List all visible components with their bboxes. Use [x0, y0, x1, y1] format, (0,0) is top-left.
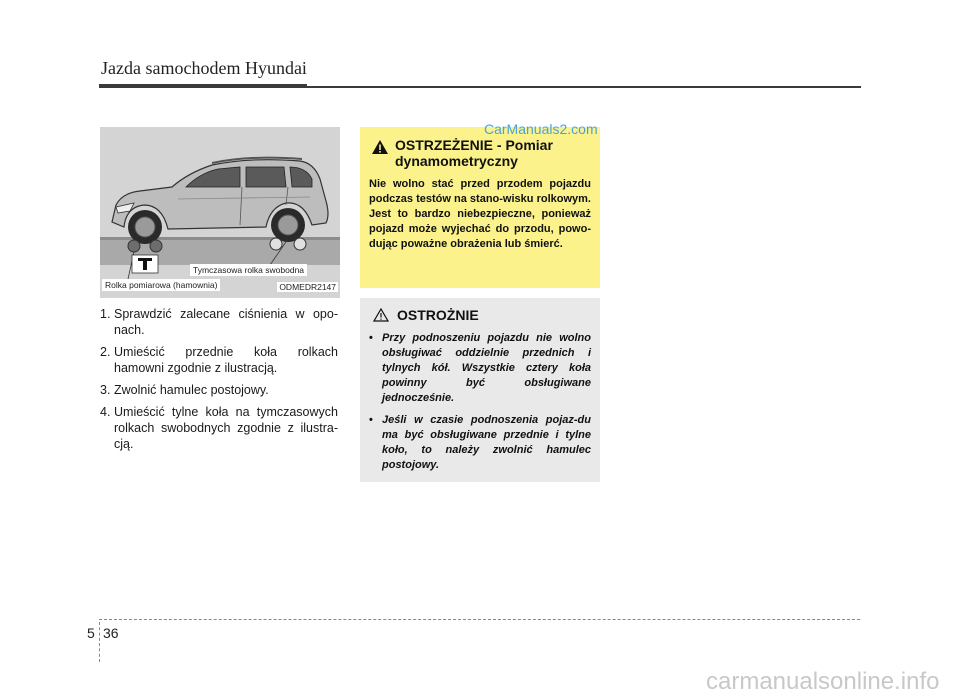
procedure-steps	[100, 306, 338, 458]
footer-vertical-rule	[99, 622, 100, 662]
section-number: 5	[87, 625, 95, 641]
step-4	[100, 404, 338, 452]
step-3	[100, 382, 338, 398]
footer-rule	[99, 619, 860, 620]
caution-box	[360, 298, 600, 482]
warning-body: Nie wolno stać przed przodem pojazdu podczas testów na stano-wisku rolkowym. Jest to bardzo niebezpieczne, ponieważ pojazd może wyjechać do przodu, powo-dując poważne obrażenia lub śmierć.	[369, 178, 591, 250]
step-number: 3.	[100, 383, 111, 397]
caution-item	[369, 331, 591, 406]
caution-header	[369, 307, 591, 323]
caution-list	[369, 331, 591, 473]
bullet: •	[369, 332, 373, 344]
caution-item-text: Przy podnoszeniu pojazdu nie wolno obsługiwać oddzielnie przednich i tylnych kół. Wszystkie cztery koła powinny być obsługiwane jednocześnie.	[382, 332, 591, 404]
header-rule-thick	[99, 84, 307, 88]
step-text: Zwolnić hamulec postojowy.	[114, 383, 269, 397]
step-2	[100, 344, 338, 376]
label-dyno-roller: Rolka pomiarowa (hamownia)	[102, 279, 220, 291]
figure-code: ODMEDR2147	[279, 282, 336, 292]
caution-item-text: Jeśli w czasie podnoszenia pojaz-du ma być obsługiwane przednie i tylne koło, to należy zwolnić hamulec postojowy.	[382, 414, 591, 471]
warning-title: OSTRZEŻENIE - Pomiar dynamometryczny	[395, 137, 553, 169]
site-watermark: carmanualsonline.info	[706, 668, 940, 695]
label-temporary-roller: Tymczasowa rolka swobodna	[190, 264, 307, 276]
page-header-title: Jazda samochodem Hyundai	[101, 58, 307, 78]
warning-box	[360, 127, 600, 288]
step-number: 1.	[100, 307, 111, 321]
step-text: Umieścić przednie koła rolkach hamowni zgodnie z ilustracją.	[114, 345, 338, 375]
caution-triangle-icon	[373, 308, 389, 322]
step-text: Umieścić tylne koła na tymczasowych rolkach swobodnych zgodnie z ilustra-cją.	[114, 405, 338, 451]
bullet: •	[369, 414, 373, 426]
caution-item	[369, 413, 591, 473]
warning-header	[369, 137, 591, 169]
step-number: 4.	[100, 405, 111, 419]
page-number: 36	[103, 625, 119, 641]
step-number: 2.	[100, 345, 111, 359]
dynamometer-illustration	[100, 127, 340, 298]
watermark-text: CarManuals2.com	[484, 121, 598, 137]
header-rule-thin	[307, 86, 861, 88]
caution-title: OSTROŻNIE	[397, 307, 479, 323]
step-text: Sprawdzić zalecane ciśnienia w opo-nach.	[114, 307, 338, 337]
step-1	[100, 306, 338, 338]
warning-triangle-icon	[371, 139, 389, 155]
